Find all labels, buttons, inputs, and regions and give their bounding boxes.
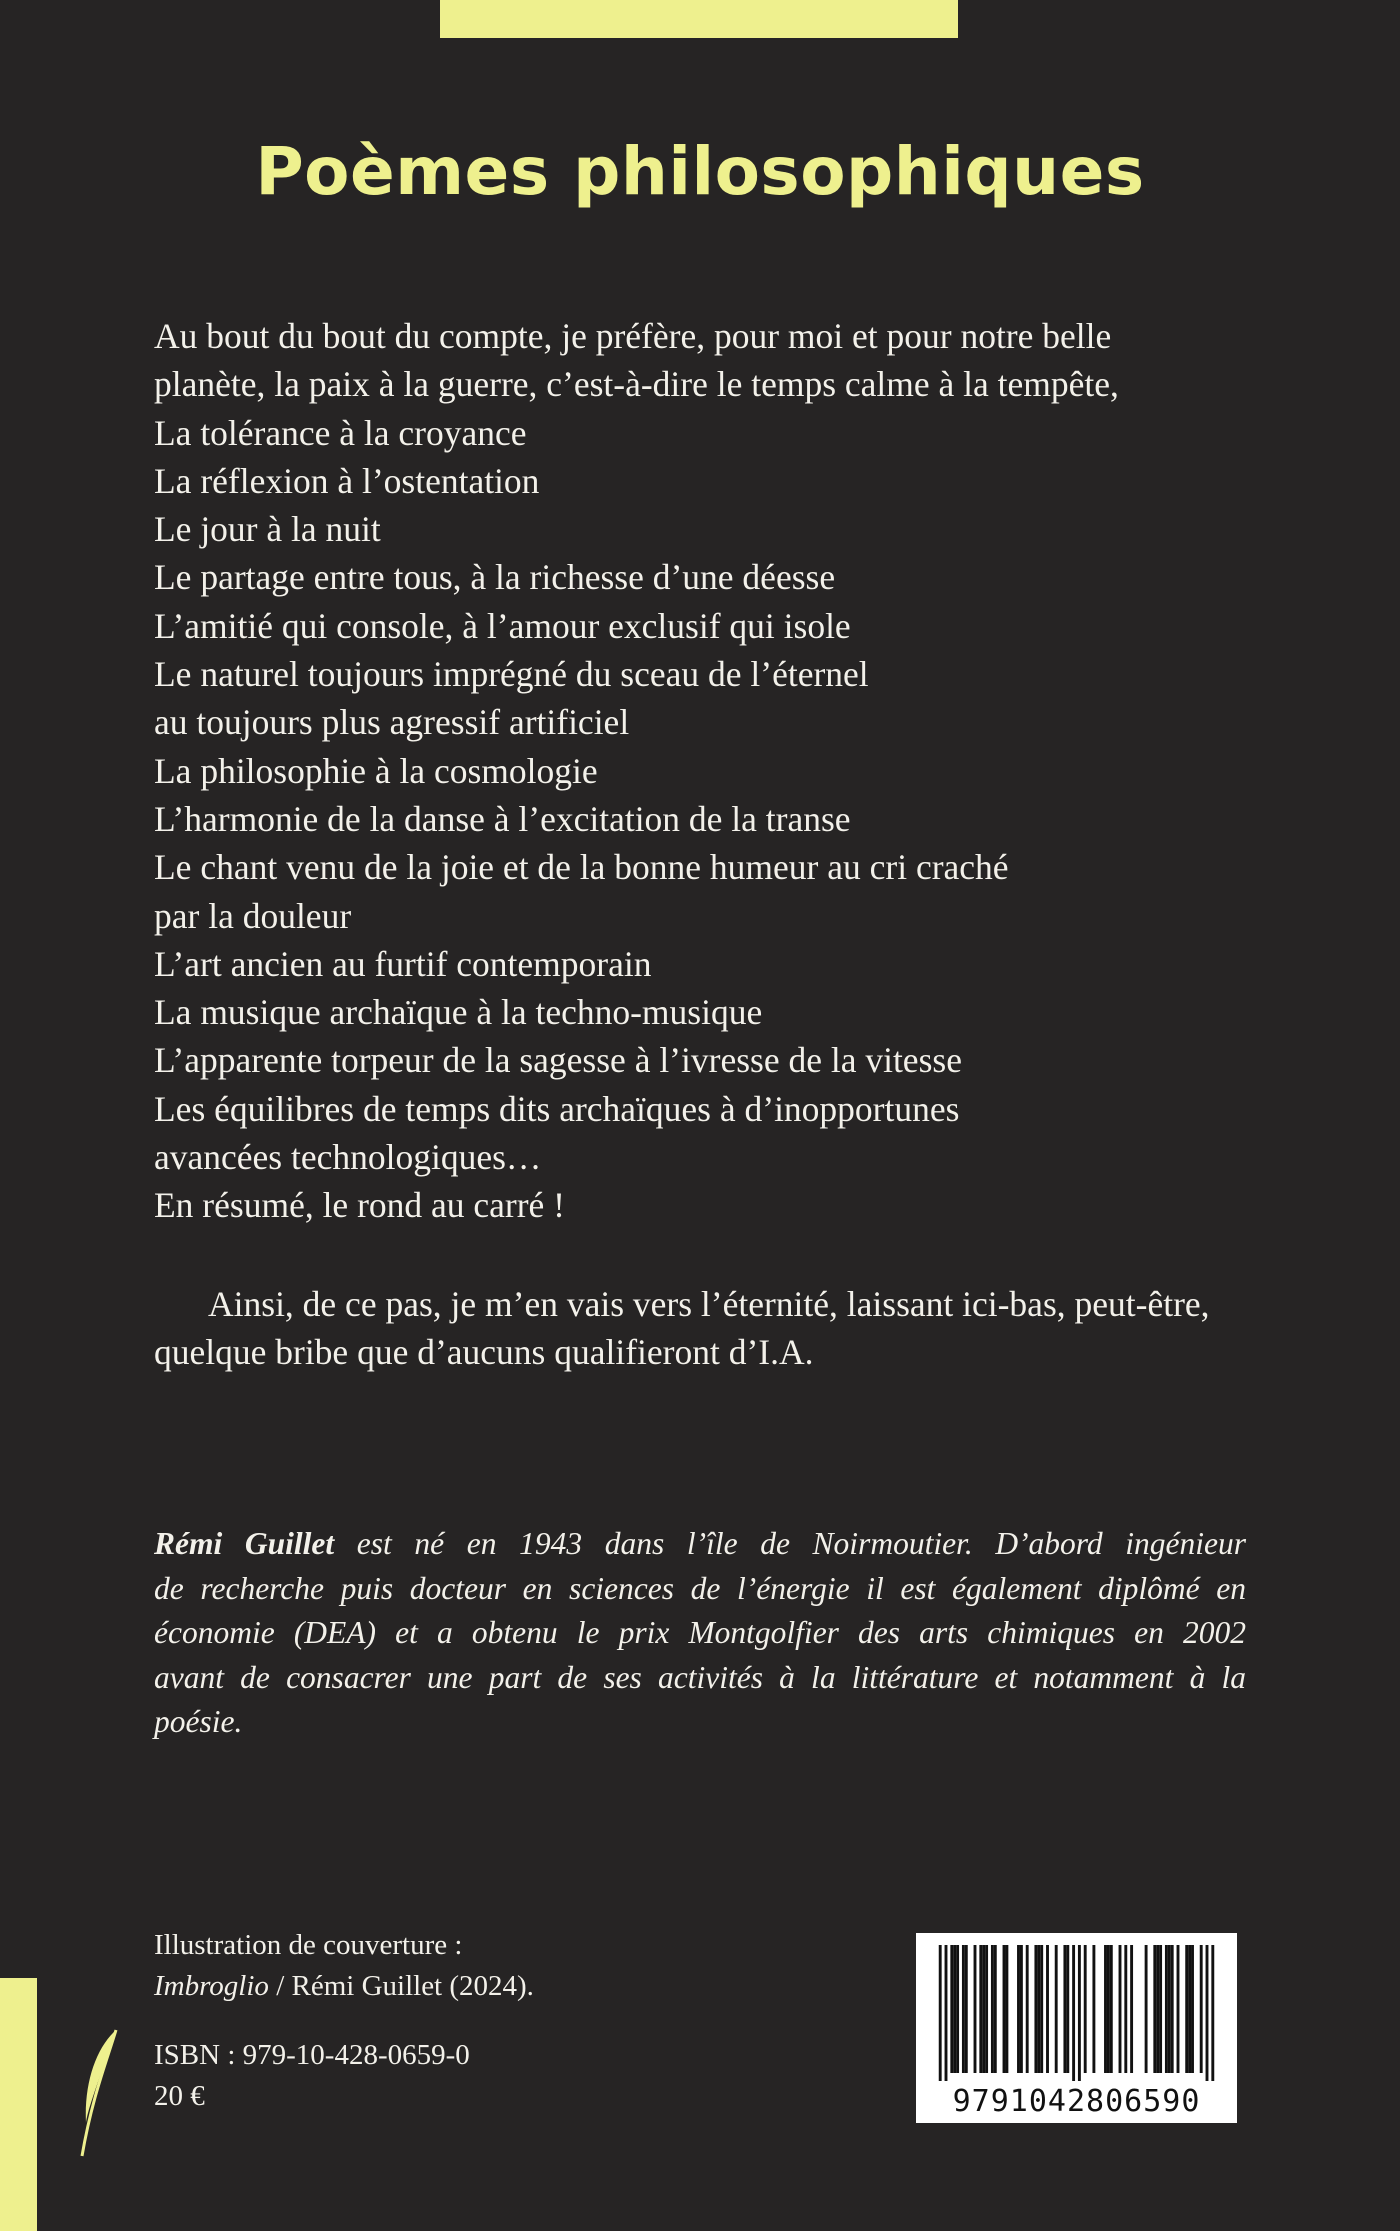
barcode-bar: [953, 1945, 956, 2073]
illustration-author: / Rémi Guillet (2024).: [268, 1970, 534, 2002]
barcode-bar: [1119, 1945, 1122, 2073]
barcode-bar: [1034, 1945, 1037, 2073]
barcode-bar: [1159, 1945, 1162, 2073]
barcode-bar: [1153, 1945, 1156, 2073]
illustration-label: Illustration de couverture :: [154, 1929, 463, 1961]
poem-line: par la douleur: [154, 895, 352, 936]
isbn: ISBN : 979-10-428-0659-0: [154, 2039, 470, 2071]
barcode-bar: [1003, 1945, 1006, 2073]
barcode-bar: [1168, 1945, 1171, 2073]
barcode-bar: [1020, 1945, 1023, 2073]
poem-line: Au bout du bout du compte, je préfère, pour moi et pour notre belle: [154, 316, 1112, 356]
cover-credits: [154, 1925, 754, 2117]
price: 20 €: [154, 2080, 205, 2112]
barcode-bar: [1200, 1945, 1203, 2073]
spine-yellow-band: [0, 1978, 37, 2231]
barcode-bar: [1171, 1945, 1174, 2073]
barcode-bar: [1066, 1945, 1069, 2073]
poem-line: L’amitié qui console, à l’amour exclusif qui isole: [154, 605, 851, 646]
barcode-bar: [1104, 1945, 1107, 2073]
barcode-digits: 9791042806590: [952, 2084, 1201, 2119]
poem-line: Le jour à la nuit: [154, 509, 381, 550]
poem-line: Le partage entre tous, à la richesse d’une déesse: [154, 557, 836, 598]
barcode-bar: [1165, 1945, 1168, 2073]
barcode: [916, 1933, 1237, 2123]
closing-paragraph: [154, 1280, 1274, 1376]
poem-line: L’apparente torpeur de la sagesse à l’ivresse de la vitesse: [154, 1040, 962, 1081]
illustration-title: Imbroglio: [154, 1970, 269, 2002]
bio-line: économie (DEA) et a obtenu le prix Montgolfier des arts chimiques en 2002: [154, 1615, 1246, 1650]
barcode-bar: [982, 1945, 985, 2073]
barcode-bar: [1185, 1945, 1188, 2073]
barcode-bar: [1063, 1945, 1066, 2073]
poem-line: planète, la paix à la guerre, c’est-à-dire le temps calme à la tempête,: [154, 364, 1119, 405]
barcode-bar: [1191, 1945, 1194, 2073]
top-yellow-band: [440, 0, 958, 38]
poem-line: La tolérance à la croyance: [154, 412, 527, 453]
barcode-bar: [1055, 1945, 1058, 2073]
barcode-bar: [956, 1945, 959, 2073]
barcode-bar: [1145, 1945, 1148, 2073]
barcode-bar: [1037, 1945, 1040, 2073]
barcode-bars: [916, 1933, 1237, 2083]
barcode-bar: [1046, 1945, 1049, 2073]
closing-line: quelque bribe que d’aucuns qualifieront d’I.A.: [154, 1332, 814, 1372]
author-name: Rémi Guillet: [154, 1526, 335, 1561]
barcode-bar: [1130, 1945, 1133, 2073]
barcode-bar: [1206, 1945, 1209, 2081]
barcode-bar: [1017, 1945, 1020, 2073]
barcode-bar: [991, 1945, 994, 2073]
poem-line: La réflexion à l’ostentation: [154, 460, 540, 501]
barcode-bar: [1092, 1945, 1095, 2073]
poem-line: Le naturel toujours imprégné du sceau de l’éternel: [154, 654, 869, 695]
barcode-bar: [962, 1945, 965, 2073]
poem-line: En résumé, le rond au carré !: [154, 1185, 566, 1226]
bio-line: [154, 1522, 1246, 1567]
bio-line: de recherche puis docteur en sciences de l’énergie il est également diplômé en: [154, 1570, 1246, 1606]
barcode-bar: [1188, 1945, 1191, 2073]
barcode-bar: [1072, 1945, 1075, 2081]
barcode-bar: [965, 1945, 968, 2073]
bio-text: est né en 1943 dans l’île de Noirmoutier. D’abord ingénieur: [334, 1526, 1246, 1561]
poem-line: L’art ancien au furtif contemporain: [154, 943, 652, 984]
bio-line: avant de consacrer une part de ses activités à la littérature et notamment à la: [154, 1659, 1246, 1695]
barcode-bar: [1084, 1945, 1087, 2073]
barcode-bar: [939, 1945, 942, 2081]
barcode-bar: [1124, 1945, 1127, 2073]
poem-line: au toujours plus agressif artificiel: [154, 702, 630, 743]
bio-line: poésie.: [154, 1704, 243, 1739]
barcode-bar: [994, 1945, 997, 2073]
closing-line: Ainsi, de ce pas, je m’en vais vers l’éternité, laissant ici-bas, peut-être,: [208, 1284, 1210, 1324]
barcode-bar: [1005, 1945, 1008, 2073]
feather-logo-icon: [76, 2028, 122, 2158]
barcode-bar: [1211, 1945, 1214, 2081]
illustration-credit: [154, 1966, 754, 2007]
barcode-bar: [974, 1945, 977, 2073]
poem-line: avancées technologiques…: [154, 1137, 542, 1178]
poem-text: [154, 312, 1274, 1230]
barcode-bar: [979, 1945, 982, 2073]
barcode-bar: [985, 1945, 988, 2073]
barcode-bar: [1078, 1945, 1081, 2081]
poem-line: Les équilibres de temps dits archaïques à d’inopportunes: [154, 1088, 960, 1129]
barcode-bar: [950, 1945, 953, 2073]
poem-line: Le chant venu de la joie et de la bonne humeur au cri craché: [154, 847, 1009, 888]
barcode-bar: [1107, 1945, 1110, 2073]
poem-line: L’harmonie de la danse à l’excitation de la transe: [154, 798, 851, 839]
barcode-bar: [1156, 1945, 1159, 2073]
barcode-bar: [945, 1945, 948, 2081]
barcode-bar: [1026, 1945, 1029, 2073]
author-bio: [154, 1522, 1246, 1745]
barcode-bar: [1110, 1945, 1113, 2073]
barcode-bar: [1040, 1945, 1043, 2073]
poem-line: La musique archaïque à la techno-musique: [154, 992, 763, 1033]
book-title: Poèmes philosophiques: [255, 133, 1145, 210]
barcode-bar: [1177, 1945, 1180, 2073]
poem-line: La philosophie à la cosmologie: [154, 750, 598, 791]
